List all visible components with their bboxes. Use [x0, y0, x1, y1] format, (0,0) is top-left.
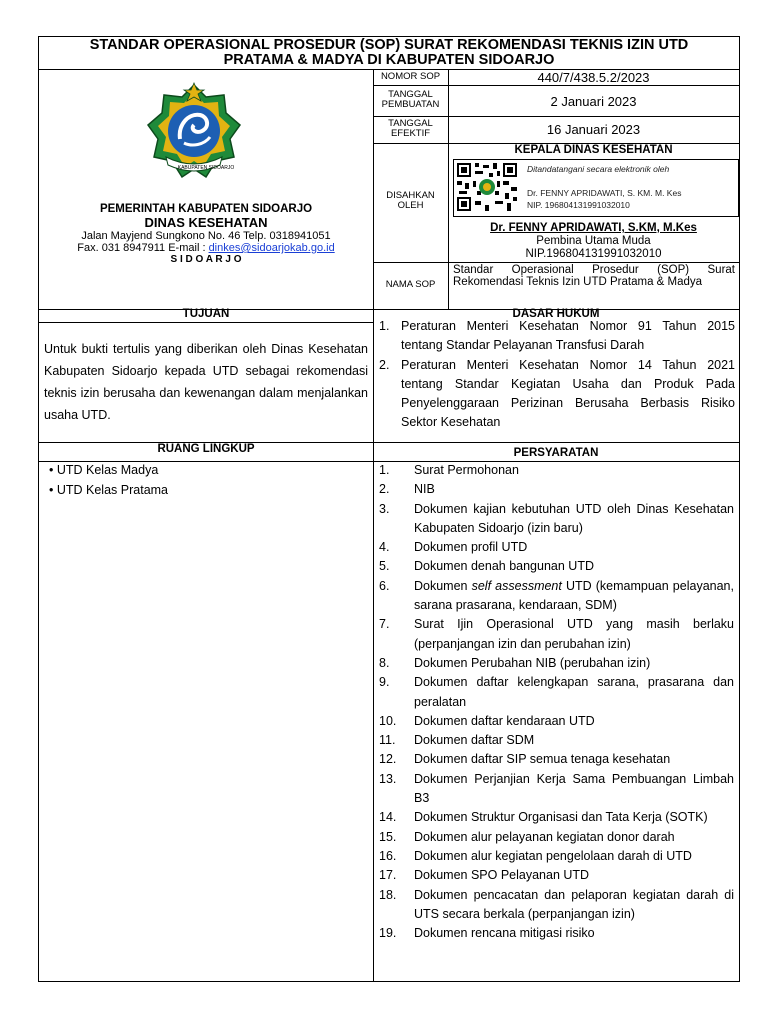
list-item: 2. NIB [379, 482, 435, 497]
org-department: DINAS KESEHATAN [144, 215, 268, 230]
ruang-lingkup-heading: RUANG LINGKUP [157, 443, 255, 455]
nomor-sop-label: NOMOR SOP [380, 71, 441, 82]
list-item: 13. Dokumen Perjanjian Kerja Sama Pembuangan Limbah B3 [379, 771, 734, 806]
dasar-hukum-heading: DASAR HUKUM [512, 308, 600, 320]
list-item: 18. Dokumen pencacatan dan pelaporan kegiatan darah di UTS secara berkala (perpanjangan izin) [379, 887, 734, 921]
list-item: 11. Dokumen daftar SDM [379, 733, 535, 748]
signer-rank: Pembina Utama Muda [536, 235, 651, 247]
logo-ribbon-text: KABUPATEN SIDOARJO [177, 165, 235, 171]
dasar-hukum-list [379, 317, 735, 433]
tanggal-pembuatan-value: 2 Januari 2023 [550, 94, 637, 109]
list-item: 8. Dokumen Perubahan NIB (perubahan izin) [379, 655, 651, 670]
nama-sop-value: Standar Operasional Prosedur (SOP) Surat Rekomendasi Teknis Izin UTD Pratama & Madya [453, 264, 735, 288]
disahkan-label: DISAHKAN OLEH [386, 190, 435, 211]
org-address: Jalan Mayjend Sungkono No. 46 Telp. 0318941051 [81, 230, 331, 242]
list-item: 10. Dokumen daftar kendaraan UTD [379, 713, 595, 728]
tanggal-efektif-label: TANGGAL EFEKTIF [388, 118, 433, 139]
persyaratan-list [379, 461, 734, 943]
tanggal-pembuatan-label: TANGGAL PEMBUATAN [381, 89, 440, 110]
list-item: 1. Surat Permohonan [379, 463, 519, 477]
list-item: 5. Dokumen denah bangunan UTD [379, 559, 594, 574]
signer-name: Dr. FENNY APRIDAWATI, S.KM, M.Kes [490, 222, 697, 234]
list-item: • UTD Kelas Madya [49, 463, 159, 477]
list-item: 3. Dokumen kajian kebutuhan UTD oleh Dinas Kesehatan Kabupaten Sidoarjo (izin baru) [379, 501, 734, 535]
list-item: 1. Peraturan Menteri Kesehatan Nomor 91 Tahun 2015 tentang Standar Pelayanan Transfusi Darah [379, 319, 735, 353]
list-item: • UTD Kelas Pratama [49, 482, 169, 497]
list-item: 14. Dokumen Struktur Organisasi dan Tata Kerja (SOTK) [379, 810, 708, 825]
tujuan-text: Untuk bukti tertulis yang diberikan oleh Dinas Kesehatan Kabupaten Sidoarjo kepada UTD sebagai rekomendasi teknis izin berusaha dan kewenangan dalam menjalankan usaha UTD. [44, 342, 368, 422]
list-item: 7. Surat Ijin Operasional UTD yang masih berlaku (perpanjangan izin dan perubahan izin) [379, 617, 734, 651]
org-name: PEMERINTAH KABUPATEN SIDOARJO [99, 203, 313, 215]
persyaratan-heading: PERSYARATAN [513, 447, 599, 459]
org-city: S I D O A R J O [170, 254, 242, 265]
list-item: 12. Dokumen daftar SIP semua tenaga kesehatan [379, 752, 671, 767]
list-item: 4. Dokumen profil UTD [379, 540, 528, 555]
list-item: 6. Dokumen self assessment UTD (kemampuan pelayanan, sarana prasarana, kendaraan, SDM) [379, 578, 734, 613]
list-item: 2. Peraturan Menteri Kesehatan Nomor 14 Tahun 2021 tentang Standar Kegiatan Usaha dan Produk Pada Penyelenggaraan Perizinan Berusaha Berbasis Risiko Sektor Kesehatan [379, 357, 735, 430]
title-line-1: STANDAR OPERASIONAL PROSEDUR (SOP) SURAT REKOMENDASI TEKNIS IZIN UTD [89, 37, 689, 53]
document-title [39, 37, 739, 69]
signer-nip: NIP.196804131991032010 [525, 248, 662, 260]
tujuan-heading: TUJUAN [182, 308, 230, 320]
ruang-lingkup-list [49, 461, 369, 500]
org-contact [39, 242, 373, 254]
esign-nip: NIP. 196804131991032010 [527, 200, 630, 210]
nomor-sop-value: 440/7/438.5.2/2023 [537, 70, 650, 85]
esign-signer: Dr. FENNY APRIDAWATI, S. KM. M. Kes [527, 188, 682, 198]
org-fax: Fax. 031 8947911 E-mail : [77, 242, 209, 254]
list-item: 16. Dokumen alur kegiatan pengelolaan darah di UTD [379, 848, 692, 863]
nama-sop-label: NAMA SOP [385, 279, 436, 290]
title-line-2: PRATAMA & MADYA DI KABUPATEN SIDOARJO [223, 52, 555, 68]
list-item: 15. Dokumen alur pelayanan kegiatan donor darah [379, 829, 675, 844]
qr-code-icon[interactable] [455, 161, 519, 213]
list-item: 19. Dokumen rencana mitigasi risiko [379, 926, 595, 941]
tanggal-efektif-value: 16 Januari 2023 [546, 122, 641, 137]
sop-document [38, 36, 740, 982]
list-item: 9. Dokumen daftar kelengkapan sarana, prasarana dan peralatan [379, 675, 734, 709]
org-email-link[interactable]: dinkes@sidoarjokab.go.id [208, 242, 335, 254]
list-item: 17. Dokumen SPO Pelayanan UTD [379, 868, 590, 883]
kepala-dinas-title: KEPALA DINAS KESEHATAN [514, 144, 673, 156]
esign-caption: Ditandatangani secara elektronik oleh [527, 164, 670, 174]
